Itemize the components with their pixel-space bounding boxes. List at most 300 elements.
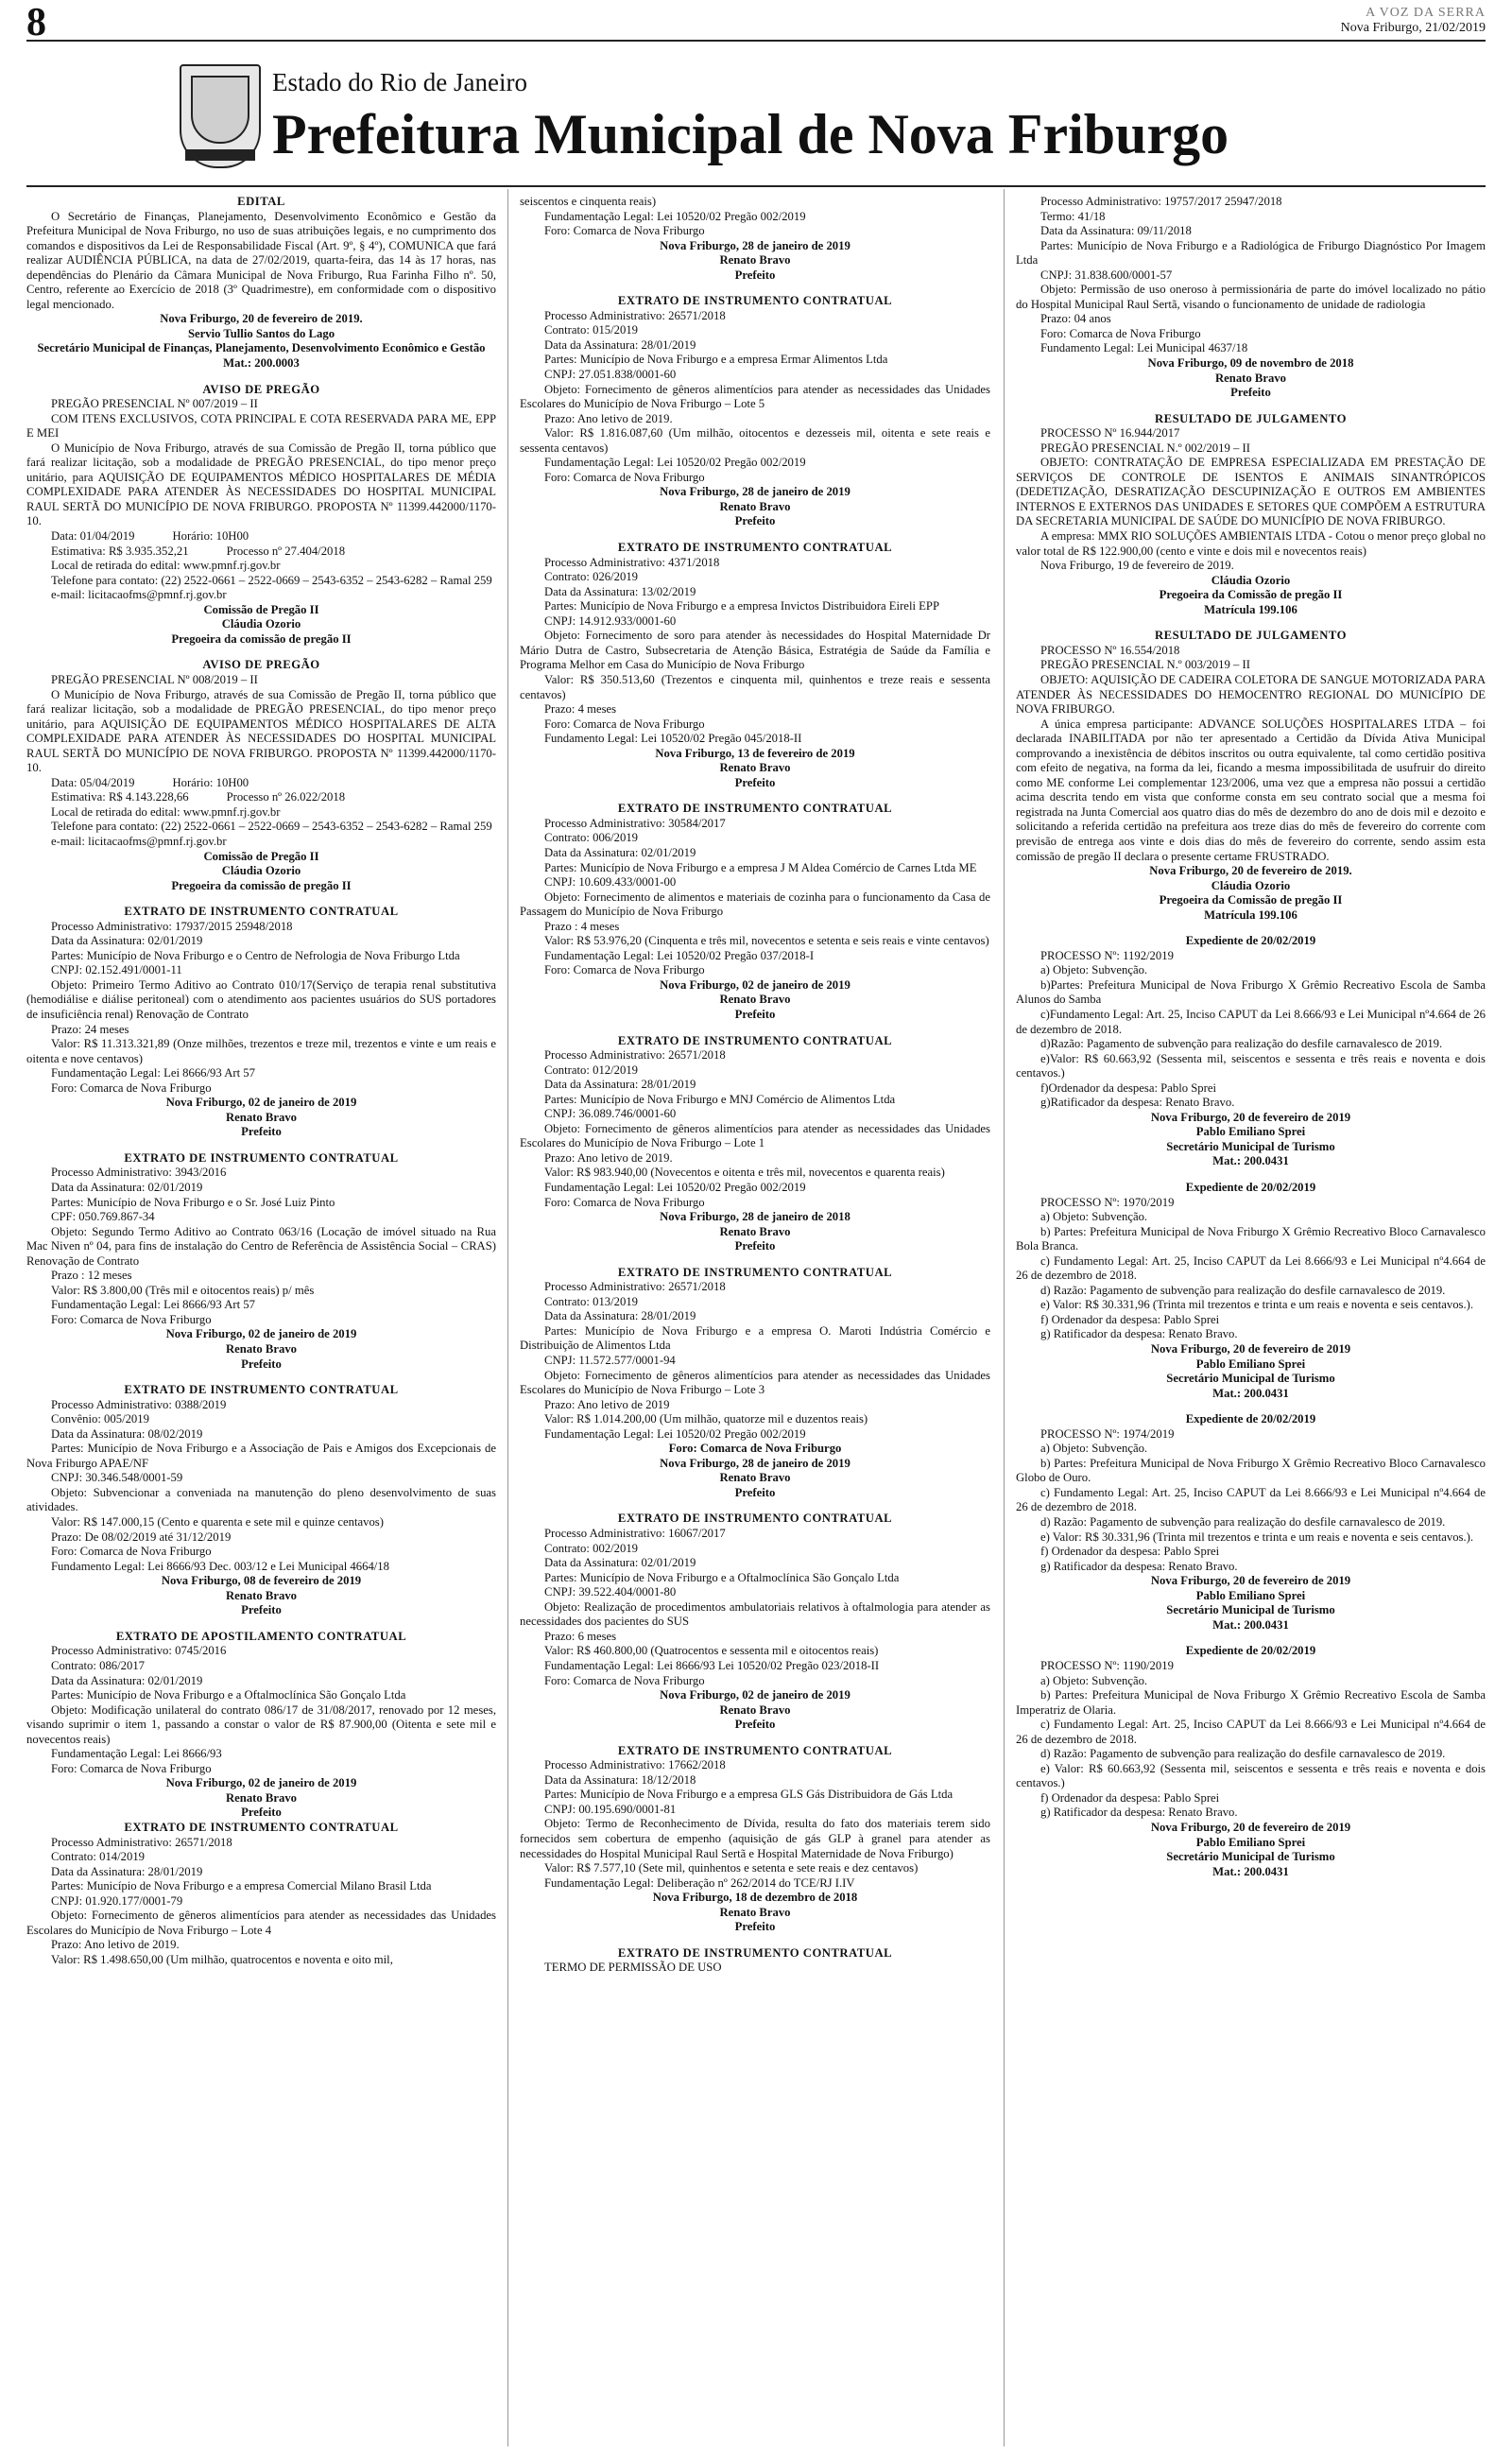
signature-line: Prefeito [734,514,776,528]
text-paragraph: CNPJ: 00.195.690/0001-81 [544,1802,677,1816]
column-2 [520,195,990,2446]
section-heading: EXTRATO DE INSTRUMENTO CONTRATUAL [617,1033,893,1047]
signature-line: Mat.: 200.0431 [1212,1154,1289,1168]
text-paragraph: e) Valor: R$ 60.663,92 (Sessenta mil, seiscentos e sessenta e três reais e noventa e dois centavos.) [1016,1761,1486,1790]
text-paragraph: Prazo: De 08/02/2019 até 31/12/2019 [51,1529,232,1544]
text-paragraph: Prazo: 24 meses [51,1022,129,1036]
text-paragraph: Foro: Comarca de Nova Friburgo [544,470,705,484]
section-gap [1016,617,1486,629]
signature-line: Prefeito [241,1125,282,1139]
text-paragraph: a) Objeto: Subvenção. [1040,1442,1148,1456]
signature-line: Pablo Emiliano Sprei [1195,1357,1306,1371]
text-paragraph: A única empresa participante: ADVANCE SOLUÇÕES HOSPITALARES LTDA – foi declarada INABILITADA por não ter apresentado a Certidão da Dívida Ativa Municipal comprovando a inexistência de débitos inscritos ou outra equivalente, tal como certidão positiva com efeito de negativa, na forma da lei, ficando a mesma impossibilitada de usufruir do direito como ME conforme Lei complementar 123/2006, uma vez que a empresa não possui a certidão acima descrita tendo em vista que conforme consta em seu contrato social que a mesma foi registrada na Junta Comercial aos quatro dias do mês de dezembro do ano de dois mil e dezoito e solicitando a referida certidão na prefeitura aos treze dias do mês de fevereiro do corrente com previsão de entrega aos vinte e dois dias do mês de fevereiro do corrente, sendo assim esta comissão de pregão II declara o presente certame FRUSTRADO. [1016,717,1486,863]
text-paragraph: e-mail: licitacaofms@pmnf.rj.gov.br [51,834,227,848]
column-3 [1016,195,1486,2446]
text-paragraph: Fundamento Legal: Lei 10520/02 Pregão 045/2018-II [544,732,802,746]
signature-line: Nova Friburgo, 28 de janeiro de 2019 [660,1456,850,1470]
text-paragraph: Contrato: 014/2019 [51,1850,146,1864]
text-paragraph: Partes: Município de Nova Friburgo e MNJ Comércio de Alimentos Ltda [544,1092,896,1106]
info-cell: Horário: 10H00 [172,529,249,544]
text-paragraph: Valor: R$ 983.940,00 (Novecentos e oitenta e três mil, novecentos e quarenta reais) [544,1166,945,1180]
signature-line: Renato Bravo [225,1588,298,1602]
info-row [26,544,496,560]
section-gap [520,1500,990,1512]
text-paragraph: Data da Assinatura: 28/01/2019 [544,337,696,352]
text-paragraph: Data da Assinatura: 28/01/2019 [544,1309,696,1323]
text-paragraph: OBJETO: CONTRATAÇÃO DE EMPRESA ESPECIALIZADA EM PRESTAÇÃO DE SERVIÇOS DE CONTROLE DE ISENTOS E ANIMAIS SINANTRÓPICOS (DEDETIZAÇÃO, DESRATIZAÇÃO DESCUPINIZAÇÃO E OUTROS EM AMBIENTES INTERNOS E EXTERNOS DAS UNIDADES E SETORES QUE COMPÕEM A ESTRUTURA DA SECRETARIA MUNICIPAL DE SAÚDE DO MUNICÍPIO DE NOVA FRIBURGO. [1016,456,1486,528]
section-gap [520,1733,990,1744]
text-paragraph: O Município de Nova Friburgo, através de sua Comissão de Pregão II, torna público que fará realizar licitação, sob a modalidade de PREGÃO PRESENCIAL, do tipo menor preço unitário, para AQUISIÇÃO DE EQUIPAMENTOS MÉDICO HOSPITALARES DE ALTA COMPLEXIDADE PARA ATENDER ÀS NECESSIDADES DO HOSPITAL MUNICIPAL RAUL SERTÃ DO MUNICÍPIO DE NOVA FRIBURGO. PROPOSTA Nº 11399.442000/1170-10. [26,687,496,775]
text-paragraph: Data da Assinatura: 02/01/2019 [51,934,203,948]
info-cell: Estimativa: R$ 3.935.352,21 [51,544,189,558]
text-paragraph: Fundamentação Legal: Lei 10520/02 Pregão 002/2019 [544,209,806,223]
signature-line: Pregoeira da comissão de pregão II [171,631,352,646]
signature-line: Pablo Emiliano Sprei [1195,1125,1306,1139]
text-paragraph: Processo Administrativo: 19757/2017 25947/2018 [1040,195,1282,208]
info-row [26,790,496,805]
text-paragraph: g) Ratificador da despesa: Renato Bravo. [1040,1559,1238,1573]
info-cell: Estimativa: R$ 4.143.228,66 [51,790,189,804]
text-paragraph: Valor: R$ 1.498.650,00 (Um milhão, quatrocentos e noventa e oito mil, [51,1952,393,1966]
text-paragraph: Data da Assinatura: 02/01/2019 [51,1181,203,1194]
text-paragraph: Local de retirada do edital: www.pmnf.rj.gov.br [51,559,281,573]
text-paragraph: Prazo: 6 meses [544,1629,617,1643]
text-paragraph: a) Objeto: Subvenção. [1040,1673,1148,1687]
newspaper-name: A VOZ DA SERRA [1366,6,1486,20]
section-gap [26,1372,496,1383]
text-paragraph: b) Partes: Prefeitura Municipal de Nova Friburgo X Grêmio Recreativo Bloco Carnavalesco Globo de Ouro. [1016,1456,1486,1485]
text-paragraph: O Secretário de Finanças, Planejamento, Desenvolvimento Econômico e Gestão da Prefeitura Municipal de Nova Friburgo, no uso de suas atribuições legais, e no cumprimento dos comandos e dispositivos da Lei de Responsabilidade Fiscal (Art. 9º, § 4º), COMUNICA que fará realizar AUDIÊNCIA PÚBLICA, na data de 27/02/2019, quarta-feira, das 14 às 17 horas, nas dependências do Plenário da Câmara Municipal de Nova Friburgo, Rua Farinha Filho nº. 50, Centro, referente ao Exercício de 2018 (3º Quadrimestre), em conformidade com o dispositivo legal mencionado. [26,209,496,311]
section-heading: EXTRATO DE INSTRUMENTO CONTRATUAL [617,541,893,555]
signature-line: Prefeito [734,268,776,282]
signature-line: Renato Bravo [719,499,791,513]
section-gap [520,1935,990,1946]
section-heading: RESULTADO DE JULGAMENTO [1154,411,1348,425]
text-paragraph: A empresa: MMX RIO SOLUÇÕES AMBIENTAIS LTDA - Cotou o menor preço global no valor total de R$ 122.900,00 (cento e vinte e dois mil e novecentos reais) [1016,529,1486,558]
text-paragraph: Contrato: 002/2019 [544,1541,639,1555]
text-paragraph: CNPJ: 10.609.433/0001-00 [544,875,677,890]
text-paragraph: Valor: R$ 1.816.087,60 (Um milhão, oitocentos e dezesseis mil, oitenta e sete reais e sessenta centavos) [520,426,990,455]
text-paragraph: Objeto: Fornecimento de alimentos e materiais de cozinha para o funcionamento da Casa de Passagem do Município de Nova Friburgo [520,890,990,919]
text-paragraph: Processo Administrativo: 26571/2018 [544,308,726,322]
signature-line: Cláudia Ozorio [221,617,301,631]
text-paragraph: Fundamentação Legal: Lei 10520/02 Pregão 002/2019 [544,1426,806,1441]
text-paragraph: CNPJ: 14.912.933/0001-60 [544,614,677,628]
text-paragraph: Local de retirada do edital: www.pmnf.rj.gov.br [51,804,281,819]
info-cell: Processo nº 26.022/2018 [226,790,346,804]
text-paragraph: PREGÃO PRESENCIAL N.º 002/2019 – II [1040,441,1250,455]
text-paragraph: Partes: Município de Nova Friburgo e a empresa Invictos Distribuidora Eireli EPP [544,599,940,614]
section-heading: EXTRATO DE INSTRUMENTO CONTRATUAL [617,1512,893,1526]
text-paragraph: Foro: Comarca de Nova Friburgo [51,1080,212,1095]
signature-line: Prefeito [241,1806,282,1820]
signature-line: Expediente de 20/02/2019 [1185,1412,1316,1426]
text-paragraph: Convênio: 005/2019 [51,1412,149,1426]
text-paragraph: Valor: R$ 350.513,60 (Trezentos e cinquenta mil, quinhentos e treze reais e sessenta centavos) [520,672,990,701]
section-gap [520,283,990,294]
text-paragraph: Valor: R$ 460.800,00 (Quatrocentos e sessenta mil e oitocentos reais) [544,1644,879,1658]
text-paragraph: PROCESSO Nº: 1970/2019 [1040,1195,1175,1209]
text-paragraph: Prazo : 4 meses [544,919,620,933]
section-heading: EXTRATO DE INSTRUMENTO CONTRATUAL [124,1820,399,1834]
text-paragraph: Data da Assinatura: 02/01/2019 [544,1556,696,1570]
signature-line: Cláudia Ozorio [1211,878,1291,892]
text-paragraph: Processo Administrativo: 26571/2018 [544,1280,726,1294]
text-paragraph: Contrato: 012/2019 [544,1063,639,1077]
text-paragraph: Prazo: 4 meses [544,702,617,717]
text-paragraph: Foro: Comarca de Nova Friburgo [51,1761,212,1775]
text-paragraph: Fundamento Legal: Lei 8666/93 Dec. 003/12 e Lei Municipal 4664/18 [51,1559,389,1573]
signature-line: Prefeito [241,1357,282,1371]
signature-line: Nova Friburgo, 28 de janeiro de 2018 [660,1210,850,1224]
signature-line: Prefeito [734,1007,776,1021]
text-paragraph: Objeto: Permissão de uso oneroso à permissionária de parte do imóvel localizado no pátio do Hospital Municipal Raul Sertã, visando o funcionamento de unidade de radiologia [1016,283,1486,311]
signature-line: Renato Bravo [719,993,791,1007]
text-paragraph: Contrato: 013/2019 [544,1294,639,1308]
section-gap [520,1254,990,1266]
signature-line: Secretário Municipal de Turismo [1166,1850,1335,1864]
text-paragraph: f) Ordenador da despesa: Pablo Sprei [1040,1312,1220,1326]
text-paragraph: Partes: Município de Nova Friburgo e a Oftalmoclínica São Gonçalo Ltda [544,1570,900,1584]
section-heading: EXTRATO DE INSTRUMENTO CONTRATUAL [617,1265,893,1279]
text-paragraph: COM ITENS EXCLUSIVOS, COTA PRINCIPAL E COTA RESERVADA PARA ME, EPP E MEI [26,411,496,441]
section-heading: EXTRATO DE INSTRUMENTO CONTRATUAL [617,802,893,816]
masthead [180,55,1332,178]
section-gap [1016,1401,1486,1412]
signature-line: Pablo Emiliano Sprei [1195,1588,1306,1602]
text-paragraph: O Município de Nova Friburgo, através de sua Comissão de Pregão II, torna público que fará realizar licitação, sob a modalidade de PREGÃO PRESENCIAL, do tipo menor preço unitário, para AQUISIÇÃO DE EQUIPAMENTOS MÉDICO HOSPITALARES DE MÉDIA COMPLEXIDADE PARA ATENDER ÀS NECESSIDADES DO HOSPITAL MUNICIPAL RAUL SERTÃ DO MUNICÍPIO DE NOVA FRIBURGO. PROPOSTA Nº 11399.442000/1170-10. [26,441,496,528]
text-paragraph: a) Objeto: Subvenção. [1040,963,1148,977]
section-gap [1016,923,1486,934]
text-paragraph: b) Partes: Prefeitura Municipal de Nova Friburgo X Grêmio Recreativo Escola de Samba Imperatriz de Olaria. [1016,1688,1486,1717]
text-paragraph: Fundamentação Legal: Lei 8666/93 Art 57 [51,1066,255,1080]
text-paragraph: Contrato: 015/2019 [544,323,639,337]
signature-line: Nova Friburgo, 08 de fevereiro de 2019 [161,1574,362,1588]
text-paragraph: Objeto: Primeiro Termo Aditivo ao Contrato 010/17(Serviço de terapia renal substitutiva (hemodiálise e diálise peritoneal) com o atendimento aos pacientes usuários do SUS portadores de insuficiência renal) Renovação de Contrato [26,977,496,1021]
top-right-info [1341,6,1486,36]
text-paragraph: Objeto: Realização de procedimentos ambulatoriais relativos à oftalmologia para atender as necessidades dos pacientes do SUS [520,1599,990,1629]
text-paragraph: Prazo : 12 meses [51,1269,132,1283]
text-paragraph: c) Fundamento Legal: Art. 25, Inciso CAPUT da Lei 8.666/93 e Lei Municipal nº4.664 de 26 de dezembro de 2018. [1016,1718,1486,1746]
text-paragraph: Valor: R$ 11.313.321,89 (Onze milhões, trezentos e treze mil, trezentos e vinte e um reais e oitenta e nove centavos) [26,1037,496,1065]
text-paragraph: Data da Assinatura: 02/01/2019 [51,1673,203,1687]
text-paragraph: g)Ratificador da despesa: Renato Bravo. [1040,1096,1235,1110]
text-paragraph: Objeto: Segundo Termo Aditivo ao Contrato 063/16 (Locação de imóvel situado na Rua Mac Niven nº 04, para fins de instalação do Centro de Referência de Assistência Social – CRAS) Renovação de Contrato [26,1224,496,1268]
text-paragraph: PROCESSO Nº: 1974/2019 [1040,1426,1175,1441]
section-gap [1016,401,1486,412]
text-paragraph: Data da Assinatura: 09/11/2018 [1040,224,1192,238]
signature-line: Renato Bravo [719,1702,791,1717]
info-cell: Horário: 10H00 [172,775,249,789]
section-heading: EXTRATO DE INSTRUMENTO CONTRATUAL [124,1150,399,1165]
text-paragraph: e) Valor: R$ 30.331,96 (Trinta mil trezentos e trinta e um reais e noventa e seis centavos.). [1040,1298,1474,1312]
text-paragraph: Partes: Município de Nova Friburgo e a Radiológica de Friburgo Diagnóstico Por Imagem Ltda [1016,238,1486,268]
text-paragraph: Partes: Município de Nova Friburgo e a empresa GLS Gás Distribuidora de Gás Ltda [544,1788,954,1802]
masthead-divider [26,185,1486,187]
signature-line: Prefeito [241,1603,282,1617]
column-1 [26,195,496,2446]
text-paragraph: Processo Administrativo: 26571/2018 [544,1048,726,1063]
text-paragraph: Fundamentação Legal: Deliberação nº 262/2014 do TCE/RJ I.IV [544,1875,855,1890]
text-paragraph: d) Razão: Pagamento de subvenção para realização do desfile carnavalesco de 2019. [1040,1515,1446,1529]
text-paragraph: Partes: Município de Nova Friburgo e o Centro de Nefrologia de Nova Friburgo Ltda [51,948,460,962]
signature-line: Nova Friburgo, 28 de janeiro de 2019 [660,485,850,499]
info-row [26,529,496,544]
text-paragraph: Data da Assinatura: 18/12/2018 [544,1772,696,1787]
signature-line: Prefeito [734,1485,776,1499]
signature-line: Foro: Comarca de Nova Friburgo [668,1442,842,1456]
text-paragraph: PROCESSO Nº: 1192/2019 [1040,948,1174,962]
section-gap [26,1618,496,1630]
top-bar [26,1,1486,44]
info-row [26,776,496,791]
text-paragraph: CNPJ: 36.089.746/0001-60 [544,1107,677,1121]
text-paragraph: CNPJ: 11.572.577/0001-94 [544,1354,676,1368]
signature-line: Pregoeira da comissão de pregão II [171,878,352,892]
signature-line: Renato Bravo [225,1790,298,1805]
signature-line: Renato Bravo [225,1110,298,1124]
text-paragraph: c) Fundamento Legal: Art. 25, Inciso CAPUT da Lei 8.666/93 e Lei Municipal nº4.664 de 26 de dezembro de 2018. [1016,1485,1486,1514]
text-paragraph: Telefone para contato: (22) 2522-0661 – 2522-0669 – 2543-6352 – 2543-6282 – Ramal 259 [51,820,492,834]
section-gap [26,647,496,658]
text-paragraph: Processo Administrativo: 17662/2018 [544,1758,726,1772]
coat-of-arms-icon [180,64,261,168]
text-paragraph: c)Fundamento Legal: Art. 25, Inciso CAPUT da Lei 8.666/93 e Lei Municipal nº4.664 de 26 de dezembro de 2018. [1016,1007,1486,1036]
text-paragraph: Foro: Comarca de Nova Friburgo [51,1312,212,1326]
text-paragraph: Processo Administrativo: 3943/2016 [51,1166,227,1180]
text-paragraph: a) Objeto: Subvenção. [1040,1210,1148,1224]
signature-line: Mat.: 200.0431 [1212,1386,1289,1400]
section-heading: EXTRATO DE INSTRUMENTO CONTRATUAL [617,1945,893,1960]
text-paragraph: d) Razão: Pagamento de subvenção para realização do desfile carnavalesco de 2019. [1040,1747,1446,1761]
signature-line: Renato Bravo [719,1471,791,1485]
text-paragraph: Foro: Comarca de Nova Friburgo [544,963,705,977]
signature-line: Secretário Municipal de Turismo [1166,1139,1335,1153]
section-gap [26,372,496,383]
signature-line: Renato Bravo [719,1905,791,1919]
text-paragraph: Objeto: Fornecimento de gêneros alimentícios para atender as necessidades das Unidades Escolares do Município de Nova Friburgo – Lote 4 [26,1909,496,1937]
signature-line: Nova Friburgo, 02 de janeiro de 2019 [165,1776,357,1790]
text-paragraph: Data da Assinatura: 13/02/2019 [544,584,696,598]
text-paragraph: Fundamentação Legal: Lei 10520/02 Pregão 037/2018-I [544,948,815,962]
text-paragraph: Data da Assinatura: 08/02/2019 [51,1426,203,1441]
text-paragraph: Partes: Município de Nova Friburgo e a Oftalmoclínica São Gonçalo Ltda [51,1688,406,1702]
text-paragraph: CNPJ: 01.920.177/0001-79 [51,1893,183,1908]
signature-line: Prefeito [1230,386,1271,400]
text-paragraph: Termo: 41/18 [1040,209,1106,223]
text-paragraph: Contrato: 086/2017 [51,1658,146,1672]
text-paragraph: Partes: Município de Nova Friburgo e a empresa J M Aldea Comércio de Carnes Ltda ME [544,860,977,874]
signature-line: Nova Friburgo, 20 de fevereiro de 2019 [1150,1342,1351,1357]
signature-line: Cláudia Ozorio [1211,573,1291,587]
text-paragraph: CNPJ: 02.152.491/0001-11 [51,963,182,977]
text-paragraph: f) Ordenador da despesa: Pablo Sprei [1040,1545,1220,1559]
signature-line: Secretário Municipal de Finanças, Planejamento, Desenvolvimento Econômico e Gestão [37,341,486,355]
text-paragraph: e-mail: licitacaofms@pmnf.rj.gov.br [51,588,227,602]
signature-line: Expediente de 20/02/2019 [1185,1181,1316,1194]
section-heading: EDITAL [237,195,285,208]
signature-line: Prefeito [734,1718,776,1732]
signature-line: Matrícula 199.106 [1204,602,1297,616]
section-gap [520,529,990,541]
signature-line: Prefeito [734,1239,776,1253]
text-paragraph: Objeto: Fornecimento de gêneros alimentícios para atender as necessidades das Unidades Escolares do Município de Nova Friburgo – Lote 3 [520,1368,990,1397]
page-number: 8 [26,1,46,44]
signature-line: Nova Friburgo, 02 de janeiro de 2019 [165,1327,357,1341]
text-paragraph: Objeto: Subvencionar a conveniada na manutenção do pleno desenvolvimento de suas atividades. [26,1485,496,1514]
text-paragraph: g) Ratificador da despesa: Renato Bravo. [1040,1327,1238,1341]
signature-line: Pablo Emiliano Sprei [1195,1835,1306,1849]
signature-line: Nova Friburgo, 20 de fevereiro de 2019. [160,312,363,326]
date-line: Nova Friburgo, 21/02/2019 [1340,21,1486,35]
signature-line: Mat.: 200.0003 [223,356,300,371]
text-paragraph: CNPJ: 27.051.838/0001-60 [544,368,677,382]
signature-line: Pregoeira da Comissão de pregão II [1159,588,1343,602]
text-paragraph: Processo Administrativo: 26571/2018 [51,1835,232,1849]
section-heading: AVISO DE PREGÃO [202,658,320,672]
column-divider [1004,189,1005,2446]
text-paragraph: Fundamentação Legal: Lei 8666/93 [51,1747,222,1761]
section-heading: AVISO DE PREGÃO [202,382,320,396]
section-gap [520,790,990,802]
signature-line: Nova Friburgo, 20 de fevereiro de 2019 [1150,1574,1351,1588]
text-paragraph: Valor: R$ 53.976,20 (Cinquenta e três mil, novecentos e setenta e seis reais e vinte centavos) [544,934,989,948]
text-paragraph: Objeto: Fornecimento de soro para atender às necessidades do Hospital Maternidade Dr Mário Dutra de Castro, Subsecretaria de Atenção Básica, Estratégia de Saúde da Família e Programa Melhor em Casa do Município de Nova Friburgo [520,629,990,672]
signature-line: Prefeito [734,1920,776,1934]
text-paragraph: Fundamento Legal: Lei Municipal 4637/18 [1040,341,1248,355]
section-heading: EXTRATO DE INSTRUMENTO CONTRATUAL [617,294,893,308]
text-paragraph: d) Razão: Pagamento de subvenção para realização do desfile carnavalesco de 2019. [1040,1283,1446,1297]
signature-line: Nova Friburgo, 02 de janeiro de 2019 [165,1096,357,1110]
text-paragraph: Partes: Município de Nova Friburgo e a empresa Comercial Milano Brasil Ltda [51,1879,432,1893]
text-paragraph: Contrato: 026/2019 [544,570,639,584]
text-paragraph: Objeto: Fornecimento de gêneros alimentícios para atender as necessidades das Unidades Escolares do Município de Nova Friburgo – Lote 5 [520,382,990,411]
text-paragraph: Processo Administrativo: 30584/2017 [544,816,726,830]
section-heading: EXTRATO DE INSTRUMENTO CONTRATUAL [124,1383,399,1397]
text-paragraph: Valor: R$ 1.014.200,00 (Um milhão, quatorze mil e duzentos reais) [544,1412,868,1426]
text-paragraph: seiscentos e cinquenta reais) [520,195,657,208]
signature-line: Renato Bravo [1214,371,1287,385]
section-gap [26,893,496,905]
text-paragraph: Processo Administrativo: 17937/2015 25948/2018 [51,919,293,933]
text-paragraph: OBJETO: AQUISIÇÃO DE CADEIRA COLETORA DE SANGUE MOTORIZADA PARA ATENDER ÀS NECESSIDADES DO HEMOCENTRO REGIONAL DO MUNICÍPIO DE NOVA FRIBURGO. [1016,672,1486,717]
text-paragraph: d)Razão: Pagamento de subvenção para realização do desfile carnavalesco de 2019. [1040,1037,1443,1051]
signature-line: Nova Friburgo, 18 de dezembro de 2018 [652,1891,858,1905]
text-paragraph: Foro: Comarca de Nova Friburgo [544,1673,705,1687]
signature-line: Renato Bravo [719,761,791,775]
text-paragraph: PROCESSO Nº: 1190/2019 [1040,1658,1174,1672]
section-heading: EXTRATO DE INSTRUMENTO CONTRATUAL [124,905,399,919]
signature-line: Renato Bravo [719,253,791,268]
signature-line: Comissão de Pregão II [203,602,319,616]
section-heading: RESULTADO DE JULGAMENTO [1154,629,1348,643]
signature-line: Nova Friburgo, 02 de janeiro de 2019 [660,977,850,992]
section-gap [1016,1169,1486,1181]
signature-line: Nova Friburgo, 13 de fevereiro de 2019 [655,746,855,760]
signature-line: Nova Friburgo, 09 de novembro de 2018 [1147,356,1354,371]
text-paragraph: Valor: R$ 147.000,15 (Cento e quarenta e sete mil e quinze centavos) [51,1515,384,1529]
text-paragraph: Prazo: 04 anos [1040,312,1111,326]
text-paragraph: f)Ordenador da despesa: Pablo Sprei [1040,1080,1217,1095]
text-paragraph: CPF: 050.769.867-34 [51,1210,155,1224]
signature-line: Cláudia Ozorio [221,864,301,878]
text-paragraph: CNPJ: 39.522.404/0001-80 [544,1585,677,1599]
text-paragraph: Fundamentação Legal: Lei 10520/02 Pregão 002/2019 [544,1181,806,1194]
signature-line: Mat.: 200.0431 [1212,1864,1289,1878]
text-paragraph: Processo Administrativo: 16067/2017 [544,1527,726,1541]
text-paragraph: Processo Administrativo: 4371/2018 [544,555,720,569]
text-paragraph: Prazo: Ano letivo de 2019. [544,411,673,425]
text-paragraph: e) Valor: R$ 30.331,96 (Trinta mil trezentos e trinta e um reais e noventa e seis centavos.). [1040,1529,1474,1544]
signature-line: Nova Friburgo, 28 de janeiro de 2019 [660,238,850,252]
text-paragraph: Fundamentação Legal: Lei 8666/93 Art 57 [51,1298,255,1312]
text-paragraph: Telefone para contato: (22) 2522-0661 – 2522-0669 – 2543-6352 – 2543-6282 – Ramal 259 [51,573,492,587]
text-paragraph: c) Fundamento Legal: Art. 25, Inciso CAPUT da Lei 8.666/93 e Lei Municipal nº4.664 de 26 de dezembro de 2018. [1016,1253,1486,1283]
signature-line: Nova Friburgo, 20 de fevereiro de 2019. [1149,864,1352,878]
text-paragraph: Objeto: Modificação unilateral do contrato 086/17 de 31/08/2017, renovado por 12 meses, visando suprimir o item 1, passando a constar o valor de R$ 87.900,00 (Oitenta e sete mil e novecentos reais) [26,1702,496,1746]
text-paragraph: Valor: R$ 3.800,00 (Três mil e oitocentos reais) p/ mês [51,1283,315,1297]
text-paragraph: Foro: Comarca de Nova Friburgo [1040,326,1201,340]
text-paragraph: f) Ordenador da despesa: Pablo Sprei [1040,1790,1220,1805]
info-cell: Data: 01/04/2019 [51,529,135,544]
text-paragraph: Data da Assinatura: 28/01/2019 [51,1864,203,1878]
signature-line: Secretário Municipal de Turismo [1166,1603,1335,1617]
signature-line: Secretário Municipal de Turismo [1166,1372,1335,1386]
text-paragraph: PREGÃO PRESENCIAL Nº 008/2019 – II [51,672,258,686]
text-paragraph: Foro: Comarca de Nova Friburgo [544,224,705,238]
section-heading: EXTRATO DE APOSTILAMENTO CONTRATUAL [115,1629,407,1643]
text-paragraph: PROCESSO Nº 16.554/2018 [1040,643,1180,657]
signature-line: Prefeito [734,775,776,789]
text-paragraph: TERMO DE PERMISSÃO DE USO [544,1961,722,1975]
signature-line: Expediente de 20/02/2019 [1185,934,1316,948]
text-paragraph: Partes: Município de Nova Friburgo e a Associação de Pais e Amigos dos Excepcionais de Nova Friburgo APAE/NF [26,1442,496,1470]
signature-line: Pregoeira da Comissão de pregão II [1159,893,1343,907]
text-paragraph: Prazo: Ano letivo de 2019 [544,1397,670,1411]
signature-line: Renato Bravo [225,1342,298,1357]
text-paragraph: e)Valor: R$ 60.663,92 (Sessenta mil, seiscentos e sessenta e três reais e noventa e dois centavos.) [1016,1051,1486,1080]
signature-line: Expediente de 20/02/2019 [1185,1644,1316,1658]
section-gap [26,1140,496,1151]
text-paragraph: Data da Assinatura: 28/01/2019 [544,1078,696,1092]
signature-line: Matrícula 199.106 [1204,907,1297,922]
signature-line: Renato Bravo [719,1224,791,1238]
text-paragraph: g) Ratificador da despesa: Renato Bravo. [1040,1806,1238,1820]
text-paragraph: PREGÃO PRESENCIAL Nº 007/2019 – II [51,397,258,411]
text-paragraph: Partes: Município de Nova Friburgo e a empresa Ermar Alimentos Ltda [544,353,888,367]
text-paragraph: Prazo: Ano letivo de 2019. [51,1938,180,1952]
text-paragraph: PREGÃO PRESENCIAL N.º 003/2019 – II [1040,658,1250,672]
text-paragraph: Foro: Comarca de Nova Friburgo [544,1195,705,1209]
signature-line: Comissão de Pregão II [203,849,319,863]
masthead-title: Prefeitura Municipal de Nova Friburgo [272,103,1229,165]
signature-line: Nova Friburgo, 20 de fevereiro de 2019 [1150,1820,1351,1834]
text-paragraph: Partes: Município de Nova Friburgo e o Sr. José Luiz Pinto [51,1195,335,1209]
info-cell: Data: 05/04/2019 [51,775,135,789]
text-paragraph: Objeto: Fornecimento de gêneros alimentícios para atender as necessidades das Unidades Escolares do Município de Nova Friburgo – Lote 1 [520,1121,990,1150]
text-paragraph: Objeto: Termo de Reconhecimento de Dívida, resulta do fato dos materiais terem sido fornecidos sem cobertura de empenho (aquisição de gás GLP à granel para atender as necessidades do Hospital Municipal Raul Sertã e Hospital Maternidade de Nova Friburgo) [520,1817,990,1860]
signature-line: Servio Tullio Santos do Lago [187,326,335,340]
text-paragraph: Fundamentação Legal: Lei 8666/93 Lei 10520/02 Pregão 023/2018-II [544,1658,880,1672]
text-paragraph: Processo Administrativo: 0388/2019 [51,1397,227,1411]
signature-line: Nova Friburgo, 02 de janeiro de 2019 [660,1688,850,1702]
text-paragraph: CNPJ: 31.838.600/0001-57 [1040,268,1173,282]
text-paragraph: Nova Friburgo, 19 de fevereiro de 2019. [1040,559,1234,573]
text-paragraph: Data da Assinatura: 02/01/2019 [544,845,696,859]
text-paragraph: Valor: R$ 7.577,10 (Sete mil, quinhentos e setenta e sete reais e dez centavos) [544,1861,919,1875]
text-paragraph: Prazo: Ano letivo de 2019. [544,1150,673,1165]
column-divider [507,189,508,2446]
